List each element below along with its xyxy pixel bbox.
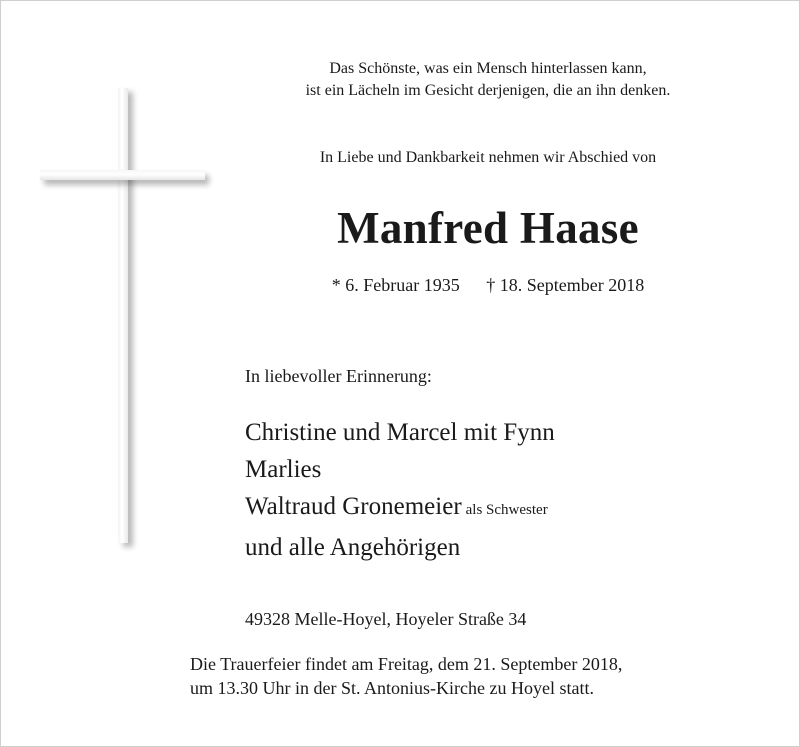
- intro-text: In Liebe und Dankbarkeit nehmen wir Abschied von: [319, 149, 657, 166]
- cross-vertical-beam: [118, 88, 128, 543]
- death-date: † 18. September 2018: [486, 275, 645, 295]
- mourner-line-3-note: als Schwester: [465, 502, 548, 518]
- birth-date: * 6. Februar 1935: [331, 275, 460, 295]
- mourner-line-3: [245, 488, 555, 529]
- mourner-line-3-name: Waltraud Gronemeier: [245, 493, 462, 520]
- mourner-line-2: Marlies: [245, 456, 322, 483]
- service-line-1: Die Trauerfeier findet am Freitag, dem 21. September 2018,: [190, 654, 623, 674]
- quote-line-1: Das Schönste, was ein Mensch hinterlassen kann,: [329, 60, 647, 77]
- memory-heading: In liebevoller Erinnerung:: [245, 366, 432, 386]
- family-address: 49328 Melle-Hoyel, Hoyeler Straße 34: [245, 609, 527, 629]
- life-dates: [240, 272, 736, 298]
- cross-horizontal-beam: [40, 170, 205, 180]
- mourner-line-4: und alle Angehörigen: [245, 534, 461, 561]
- service-line-2: um 13.30 Uhr in der St. Antonius-Kirche zu Hoyel statt.: [190, 678, 594, 698]
- mourners-list: [245, 414, 555, 566]
- deceased-name: Manfred Haase: [337, 203, 639, 253]
- mourner-line-1: Christine und Marcel mit Fynn: [245, 419, 555, 446]
- cross-icon: [40, 88, 210, 548]
- quote: [240, 58, 736, 102]
- quote-line-2: ist ein Lächeln im Gesicht derjenigen, die an ihn denken.: [305, 82, 671, 99]
- funeral-service-info: [190, 652, 622, 700]
